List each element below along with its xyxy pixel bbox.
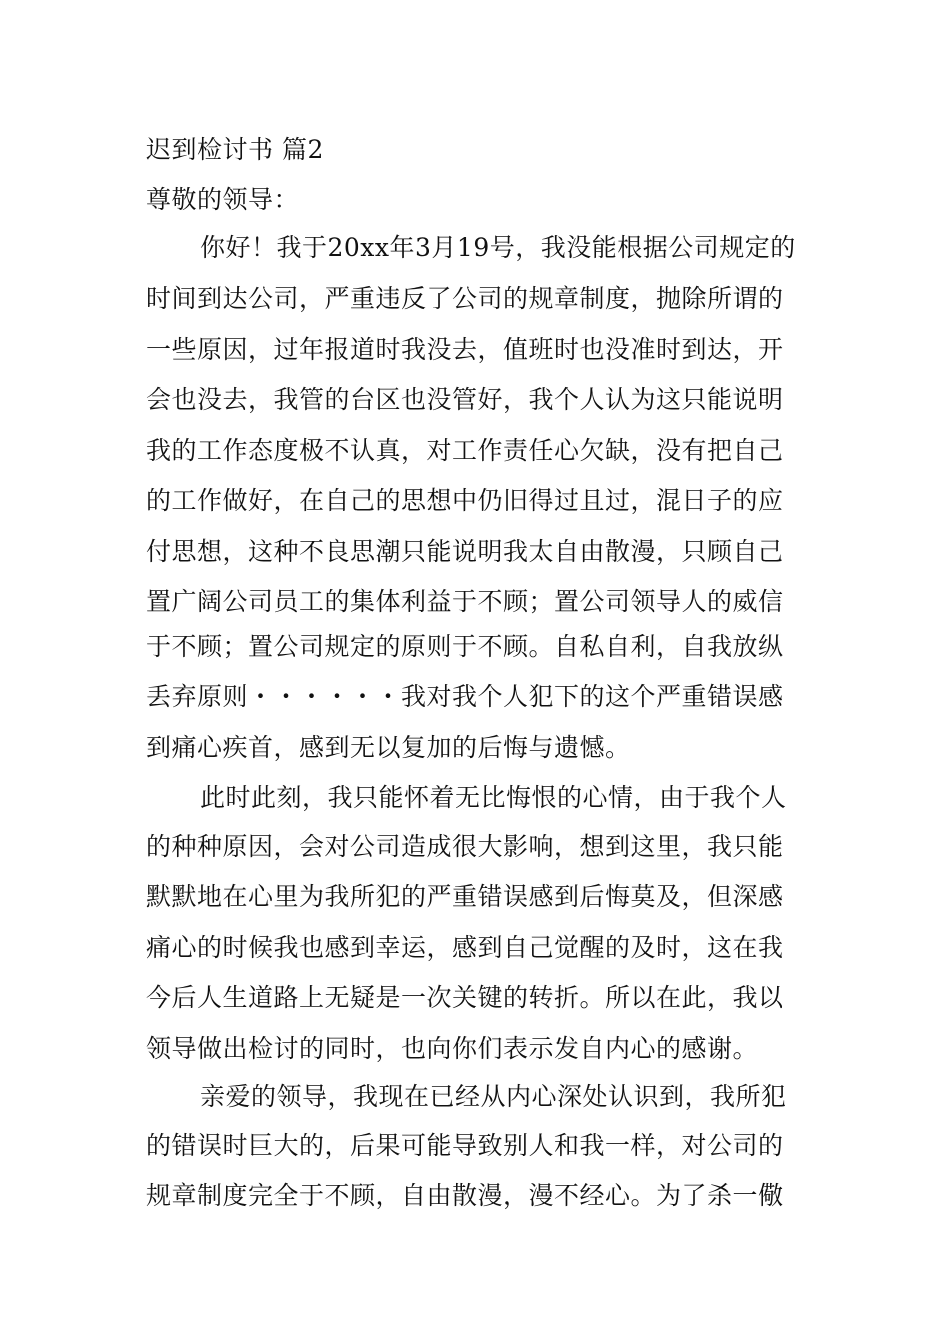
paragraph-2-line: 领导做出检讨的同时，也向你们表示发自内心的感谢。	[146, 1034, 759, 1063]
paragraph-1-line: 丢弃原则・・・・・・我对我个人犯下的这个严重错误感	[146, 682, 784, 711]
paragraph-2-line: 今后人生道路上无疑是一次关键的转折。所以在此，我以	[146, 983, 784, 1012]
paragraph-2-line: 此时此刻，我只能怀着无比悔恨的心情，由于我个人	[200, 783, 787, 812]
paragraph-1-line: 于不顾；置公司规定的原则于不顾。自私自利，自我放纵	[146, 632, 784, 661]
paragraph-1-line: 到痛心疾首，感到无以复加的后悔与遗憾。	[146, 733, 631, 762]
paragraph-1-line: 会也没去，我管的台区也没管好，我个人认为这只能说明	[146, 385, 784, 414]
paragraph-2-line: 默默地在心里为我所犯的严重错误感到后悔莫及，但深感	[146, 882, 784, 911]
paragraph-1-line: 我的工作态度极不认真，对工作责任心欠缺，没有把自己	[146, 436, 784, 465]
paragraph-1-line: 一些原因，过年报道时我没去，值班时也没准时到达，开	[146, 335, 784, 364]
paragraph-1-line: 的工作做好，在自己的思想中仍旧得过且过，混日子的应	[146, 486, 784, 515]
paragraph-1-line: 你好！我于20xx年3月19号，我没能根据公司规定的	[200, 233, 796, 262]
paragraph-3-line: 的错误时巨大的，后果可能导致别人和我一样，对公司的	[146, 1131, 784, 1160]
paragraph-2-line: 痛心的时候我也感到幸运，感到自己觉醒的及时，这在我	[146, 933, 784, 962]
paragraph-2-line: 的种种原因，会对公司造成很大影响，想到这里，我只能	[146, 832, 784, 861]
paragraph-1-line: 付思想，这种不良思潮只能说明我太自由散漫，只顾自己	[146, 537, 784, 566]
paragraph-3-line: 亲爱的领导，我现在已经从内心深处认识到，我所犯	[200, 1082, 787, 1111]
paragraph-1-line: 置广阔公司员工的集体利益于不顾；置公司领导人的威信	[146, 587, 784, 616]
salutation: 尊敬的领导：	[146, 185, 300, 214]
paragraph-3-line: 规章制度完全于不顾，自由散漫，漫不经心。为了杀一儆	[146, 1181, 784, 1210]
document-title: 迟到检讨书 篇2	[146, 135, 324, 164]
paragraph-1-line: 时间到达公司，严重违反了公司的规章制度，抛除所谓的	[146, 284, 784, 313]
